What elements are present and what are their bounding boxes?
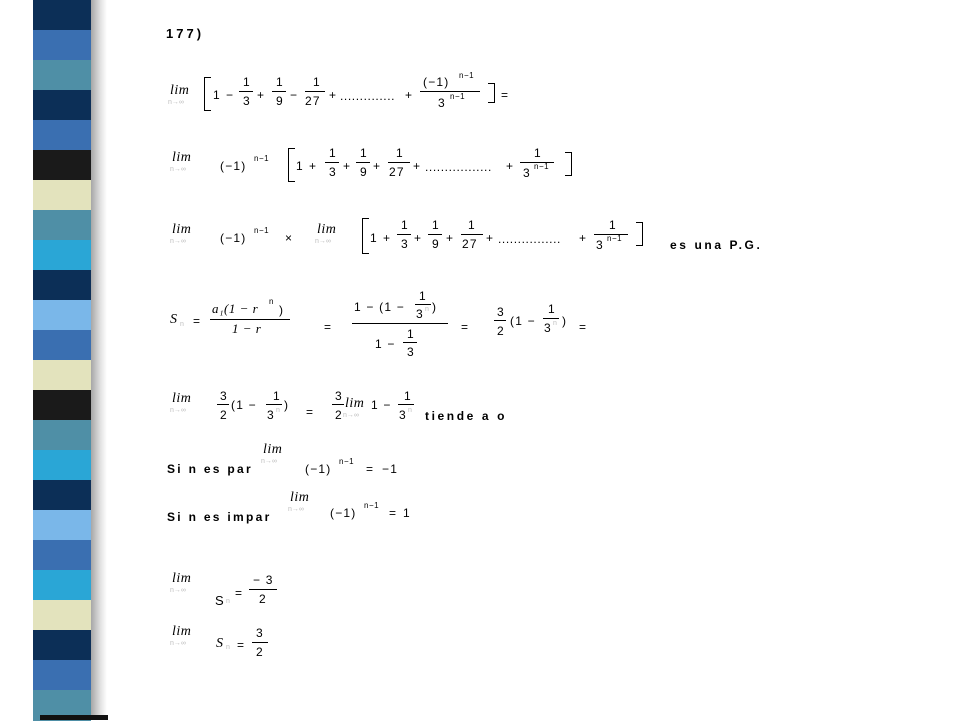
plus-sign: + bbox=[579, 231, 588, 245]
exponent: n bbox=[425, 306, 429, 313]
lim-operator: lim bbox=[172, 150, 192, 165]
fraction-bar bbox=[305, 91, 325, 92]
fraction-numerator: 1 bbox=[419, 289, 427, 303]
lim-operator: lim bbox=[170, 83, 190, 98]
term-one: 1 bbox=[296, 159, 304, 173]
fraction-bar bbox=[398, 404, 414, 405]
left-bracket bbox=[362, 218, 369, 254]
lim-subscript: n→∞ bbox=[288, 506, 304, 513]
sum-subscript: n bbox=[226, 644, 230, 651]
exponent: n−1 bbox=[459, 71, 475, 80]
fraction-numerator: 1 bbox=[360, 146, 368, 160]
exponent: n−1 bbox=[339, 457, 355, 466]
paren-expression: (1 − bbox=[510, 314, 536, 328]
fraction-bar bbox=[272, 91, 286, 92]
last-term-denominator: 3 bbox=[438, 96, 446, 110]
fraction-denominator: 3 bbox=[243, 94, 251, 108]
fraction-bar bbox=[210, 319, 290, 320]
fraction-numerator: 1 bbox=[276, 75, 284, 89]
exponent: n−1 bbox=[607, 234, 623, 243]
one-minus: 1 − bbox=[371, 398, 392, 412]
closing-paren: ) bbox=[562, 314, 568, 328]
formula-denominator: 1 − r bbox=[232, 321, 262, 336]
fraction-bar bbox=[397, 234, 411, 235]
lim-operator: lim bbox=[290, 490, 310, 505]
sum-symbol: S bbox=[216, 636, 224, 651]
exponent: n−1 bbox=[450, 92, 466, 101]
lim-subscript: n→∞ bbox=[170, 640, 186, 647]
fraction-bar bbox=[352, 323, 448, 324]
limit-result: tiende a o bbox=[425, 409, 508, 423]
equals-sign: = bbox=[579, 320, 588, 334]
series-dots: ................ bbox=[498, 232, 561, 246]
equals-sign: = bbox=[235, 586, 244, 600]
paren-expression: (1 − bbox=[231, 398, 257, 412]
fraction-denominator: 3 bbox=[544, 321, 552, 335]
closing-paren: ) bbox=[432, 300, 438, 314]
fraction-numerator: 1 bbox=[273, 389, 281, 403]
fraction-numerator: 1 bbox=[313, 75, 321, 89]
fraction-numerator: 1 bbox=[401, 218, 409, 232]
fraction-bar bbox=[428, 234, 442, 235]
case-value: 1 bbox=[403, 506, 411, 520]
fraction-numerator: 1 bbox=[432, 218, 440, 232]
middle-numerator: 1 − (1 − bbox=[354, 300, 405, 314]
lim-subscript: n→∞ bbox=[170, 166, 186, 173]
equals-sign: = bbox=[389, 506, 398, 520]
plus-sign: + bbox=[329, 88, 338, 102]
coefficient-denominator: 2 bbox=[497, 324, 505, 338]
lim-subscript: n→∞ bbox=[261, 458, 277, 465]
fraction-denominator: 9 bbox=[360, 165, 368, 179]
fraction-denominator: 27 bbox=[305, 94, 321, 108]
fraction-bar bbox=[461, 234, 483, 235]
series-dots: .............. bbox=[340, 89, 396, 103]
sign-factor: (−1) bbox=[220, 159, 247, 173]
last-term-numerator: 1 bbox=[609, 218, 617, 232]
equals-sign: = bbox=[366, 462, 375, 476]
case-label-odd: Si n es impar bbox=[167, 510, 272, 524]
coefficient-numerator: 3 bbox=[497, 305, 505, 319]
closing-paren: ) bbox=[279, 303, 285, 317]
fraction-bar bbox=[494, 320, 506, 321]
plus-sign: + bbox=[446, 231, 455, 245]
fraction-denominator: 3 bbox=[267, 408, 275, 422]
fraction-denominator: 3 bbox=[399, 408, 407, 422]
right-bracket bbox=[488, 83, 495, 103]
minus-sign: − bbox=[226, 88, 235, 102]
sign-factor: (−1) bbox=[220, 231, 247, 245]
lim-operator: lim bbox=[317, 222, 337, 237]
coefficient-numerator: 3 bbox=[220, 389, 228, 403]
equals-sign: = bbox=[193, 314, 202, 328]
fraction-bar bbox=[266, 404, 282, 405]
case-label-even: Si n es par bbox=[167, 462, 253, 476]
term-one: 1 bbox=[370, 231, 378, 245]
lim-operator: lim bbox=[172, 391, 192, 406]
fraction-bar bbox=[249, 589, 277, 590]
fraction-numerator: 1 bbox=[548, 302, 556, 316]
sum-symbol: S bbox=[170, 312, 178, 327]
fraction-denominator: 27 bbox=[462, 237, 478, 251]
exponent: n bbox=[269, 297, 274, 306]
lim-subscript: n→∞ bbox=[168, 99, 184, 106]
plus-sign: + bbox=[373, 159, 382, 173]
equals-sign: = bbox=[237, 638, 246, 652]
sum-subscript: n bbox=[226, 598, 230, 605]
plus-sign: + bbox=[506, 159, 515, 173]
fraction-bar bbox=[217, 404, 229, 405]
lim-operator: lim bbox=[172, 222, 192, 237]
left-bracket bbox=[288, 148, 295, 182]
equals-sign: = bbox=[461, 320, 470, 334]
sign-factor: (−1) bbox=[330, 506, 357, 520]
last-term-numerator: (−1) bbox=[423, 75, 450, 89]
exponent: n−1 bbox=[364, 501, 380, 510]
plus-sign: + bbox=[257, 88, 266, 102]
right-bracket bbox=[636, 222, 643, 246]
result-numerator: − 3 bbox=[253, 573, 274, 587]
sum-subscript: n bbox=[180, 321, 184, 328]
fraction-bar bbox=[356, 162, 370, 163]
plus-sign: + bbox=[486, 231, 495, 245]
fraction-denominator: 3 bbox=[416, 307, 424, 321]
lim-subscript: n→∞ bbox=[170, 407, 186, 414]
exponent: n−1 bbox=[534, 162, 550, 171]
result-denominator: 2 bbox=[259, 592, 267, 606]
equals-sign: = bbox=[501, 88, 510, 102]
fraction-bar bbox=[415, 304, 431, 305]
exponent: n bbox=[553, 320, 557, 327]
plus-sign: + bbox=[413, 159, 422, 173]
coefficient-denominator: 2 bbox=[220, 408, 228, 422]
fraction-bar bbox=[252, 642, 268, 643]
fraction-bar bbox=[403, 342, 417, 343]
exponent: n−1 bbox=[254, 154, 270, 163]
fraction-denominator: 3 bbox=[401, 237, 409, 251]
lim-operator: lim bbox=[172, 571, 192, 586]
term-one: 1 bbox=[213, 88, 221, 102]
coefficient-numerator: 3 bbox=[335, 389, 343, 403]
last-term-numerator: 1 bbox=[534, 146, 542, 160]
fraction-denominator: 9 bbox=[432, 237, 440, 251]
exponent: n−1 bbox=[254, 226, 270, 235]
exponent: n bbox=[276, 407, 280, 414]
right-bracket bbox=[565, 152, 572, 176]
fraction-numerator: 1 bbox=[404, 389, 412, 403]
fraction-numerator: 1 bbox=[407, 327, 415, 341]
fraction-denominator: 3 bbox=[407, 345, 415, 359]
series-dots: ................. bbox=[425, 160, 492, 174]
lim-subscript: n→∞ bbox=[170, 238, 186, 245]
fraction-bar bbox=[543, 318, 559, 319]
lim-operator: lim bbox=[263, 442, 283, 457]
exponent: n bbox=[408, 407, 412, 414]
plus-sign: + bbox=[405, 88, 414, 102]
fraction-numerator: 1 bbox=[396, 146, 404, 160]
middle-denominator: 1 − bbox=[375, 337, 396, 351]
fraction-bar bbox=[388, 162, 410, 163]
fraction-denominator: 3 bbox=[329, 165, 337, 179]
fraction-numerator: 1 bbox=[329, 146, 337, 160]
lim-operator: lim bbox=[345, 396, 365, 411]
result-numerator: 3 bbox=[256, 626, 264, 640]
geometric-progression-note: es una P.G. bbox=[670, 238, 763, 252]
plus-sign: + bbox=[309, 159, 318, 173]
sum-symbol: S bbox=[215, 593, 225, 608]
lim-subscript: n→∞ bbox=[315, 238, 331, 245]
sign-factor: (−1) bbox=[305, 462, 332, 476]
fraction-numerator: 1 bbox=[243, 75, 251, 89]
equals-sign: = bbox=[324, 320, 333, 334]
lim-subscript: n→∞ bbox=[343, 412, 359, 419]
lim-operator: lim bbox=[172, 624, 192, 639]
result-denominator: 2 bbox=[256, 645, 264, 659]
fraction-numerator: 1 bbox=[468, 218, 476, 232]
plus-sign: + bbox=[414, 231, 423, 245]
left-bracket bbox=[204, 77, 211, 111]
fraction-denominator: 9 bbox=[276, 94, 284, 108]
lim-subscript: n→∞ bbox=[170, 587, 186, 594]
fraction-bar bbox=[325, 162, 339, 163]
equals-sign: = bbox=[306, 405, 315, 419]
minus-sign: − bbox=[290, 88, 299, 102]
coefficient-denominator: 2 bbox=[335, 408, 343, 422]
fraction-denominator: 27 bbox=[389, 165, 405, 179]
problem-number: 177) bbox=[166, 26, 205, 41]
times-sign: × bbox=[285, 231, 294, 245]
formula-numerator: a₁(1 − r bbox=[212, 301, 259, 316]
fraction-bar bbox=[332, 404, 344, 405]
plus-sign: + bbox=[383, 231, 392, 245]
last-term-denominator: 3 bbox=[596, 238, 604, 252]
case-value: −1 bbox=[382, 462, 399, 476]
closing-paren: ) bbox=[284, 398, 290, 412]
last-term-denominator: 3 bbox=[523, 166, 531, 180]
plus-sign: + bbox=[343, 159, 352, 173]
fraction-bar bbox=[239, 91, 253, 92]
